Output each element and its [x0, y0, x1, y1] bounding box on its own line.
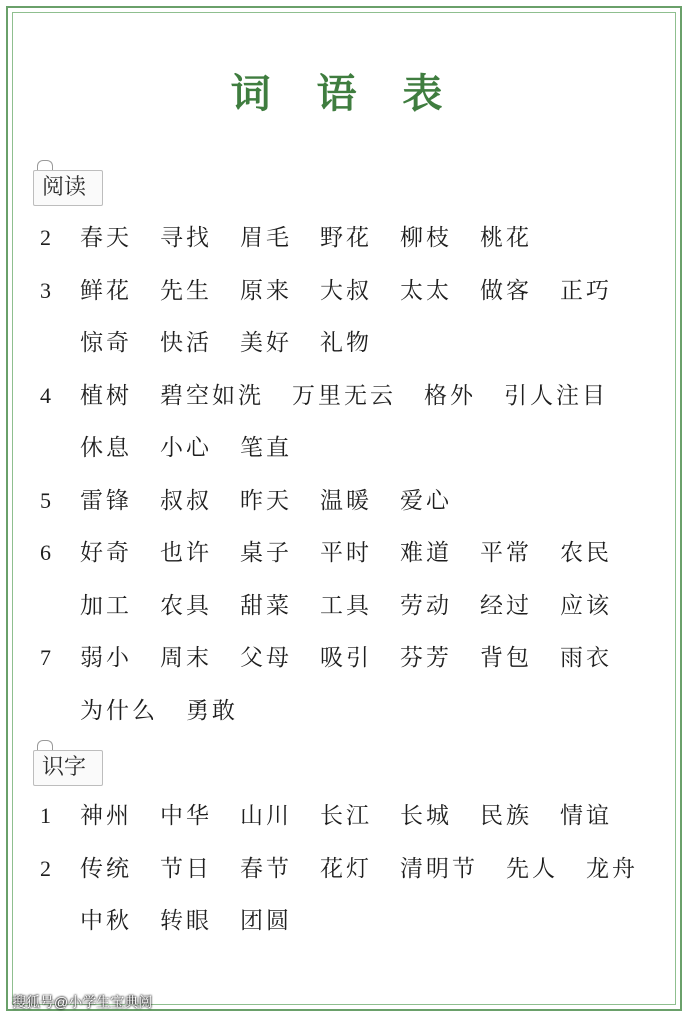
vocab-word: 引人注目 [504, 382, 608, 409]
lesson-number: 1 [40, 803, 51, 828]
vocab-word: 转眼 [160, 908, 212, 934]
vocab-word: 应该 [560, 592, 612, 619]
vocab-word: 休息 [80, 435, 132, 461]
page-title: 词 语 表 [230, 70, 459, 117]
vocab-word: 神州 [80, 803, 132, 829]
vocab-word: 惊奇 [80, 330, 132, 356]
vocab-word: 情谊 [560, 803, 612, 829]
vocab-word: 叔叔 [160, 487, 212, 514]
vocab-word: 勇敢 [186, 697, 238, 724]
vocab-word: 平时 [320, 540, 372, 566]
vocab-word: 野花 [320, 225, 372, 251]
vocab-word: 山川 [240, 803, 292, 829]
lesson-number: 7 [40, 645, 51, 670]
vocab-word: 做客 [480, 277, 532, 304]
vocab-word: 眉毛 [240, 225, 292, 251]
vocab-word: 农具 [160, 592, 212, 619]
vocab-word: 难道 [400, 540, 452, 566]
vocab-word: 也许 [160, 540, 212, 566]
vocab-word: 中华 [160, 803, 212, 829]
vocab-word: 爱心 [400, 487, 452, 514]
vocab-word: 温暖 [320, 487, 372, 514]
vocab-word: 太太 [400, 277, 452, 304]
vocab-word: 龙舟 [586, 855, 638, 882]
vocab-word: 节日 [160, 855, 212, 882]
vocab-word: 格外 [424, 382, 476, 409]
vocab-word: 原来 [240, 277, 292, 304]
vocab-word: 正巧 [560, 277, 612, 304]
vocab-word: 寻找 [160, 225, 212, 251]
vocab-word: 平常 [480, 540, 532, 566]
vocab-word: 桌子 [240, 540, 292, 566]
vocab-word: 清明节 [400, 855, 478, 882]
vocab-word: 工具 [320, 592, 372, 619]
vocab-word: 吸引 [320, 645, 372, 671]
lesson-number: 2 [40, 855, 51, 881]
vocab-word: 团圆 [240, 908, 292, 934]
vocab-word: 笔直 [240, 435, 292, 461]
lesson-number: 3 [40, 277, 51, 303]
vocab-word: 小心 [160, 435, 212, 461]
vocab-word: 父母 [240, 645, 292, 671]
vocab-word: 柳枝 [400, 225, 452, 251]
vocab-word: 鲜花 [80, 277, 132, 304]
vocab-word: 植树 [80, 382, 132, 409]
vocab-word: 大叔 [320, 277, 372, 304]
vocab-word: 加工 [80, 592, 132, 619]
vocab-word: 长江 [320, 803, 372, 829]
vocab-word: 春天 [80, 225, 132, 251]
vocab-word: 先人 [506, 855, 558, 882]
vocab-word: 农民 [560, 540, 612, 566]
vocab-word: 先生 [160, 277, 212, 304]
vocab-word: 周末 [160, 645, 212, 671]
vocab-word: 经过 [480, 592, 532, 619]
vocab-word: 桃花 [480, 225, 532, 251]
vocab-word: 甜菜 [240, 592, 292, 619]
vocab-word: 花灯 [320, 855, 372, 882]
vocab-word: 礼物 [320, 330, 372, 356]
vocab-word: 弱小 [80, 645, 132, 671]
vocab-word: 民族 [480, 803, 532, 829]
vocab-word: 春节 [240, 855, 292, 882]
section-tag: 识字 [33, 750, 103, 786]
lesson-number: 5 [40, 487, 51, 513]
vocab-word: 长城 [400, 803, 452, 829]
vocab-word: 雨衣 [560, 645, 612, 671]
vocab-word: 碧空如洗 [160, 382, 264, 409]
vocab-word: 中秋 [80, 908, 132, 934]
vocab-word: 背包 [480, 645, 532, 671]
vocab-word: 为什么 [80, 697, 158, 724]
lesson-number: 6 [40, 540, 51, 565]
lesson-number: 4 [40, 382, 51, 408]
vocab-word: 传统 [80, 855, 132, 882]
vocab-word: 万里无云 [292, 382, 396, 409]
vocab-word: 美好 [240, 330, 292, 356]
vocab-word: 昨天 [240, 487, 292, 514]
vocab-word: 雷锋 [80, 487, 132, 514]
watermark: 搜狐号@小学生宝典阅 [12, 994, 153, 1010]
lesson-number: 2 [40, 225, 51, 250]
vocab-word: 芬芳 [400, 645, 452, 671]
section-tag: 阅读 [33, 170, 103, 206]
vocab-word: 劳动 [400, 592, 452, 619]
vocab-word: 好奇 [80, 540, 132, 566]
vocab-word: 快活 [160, 330, 212, 356]
